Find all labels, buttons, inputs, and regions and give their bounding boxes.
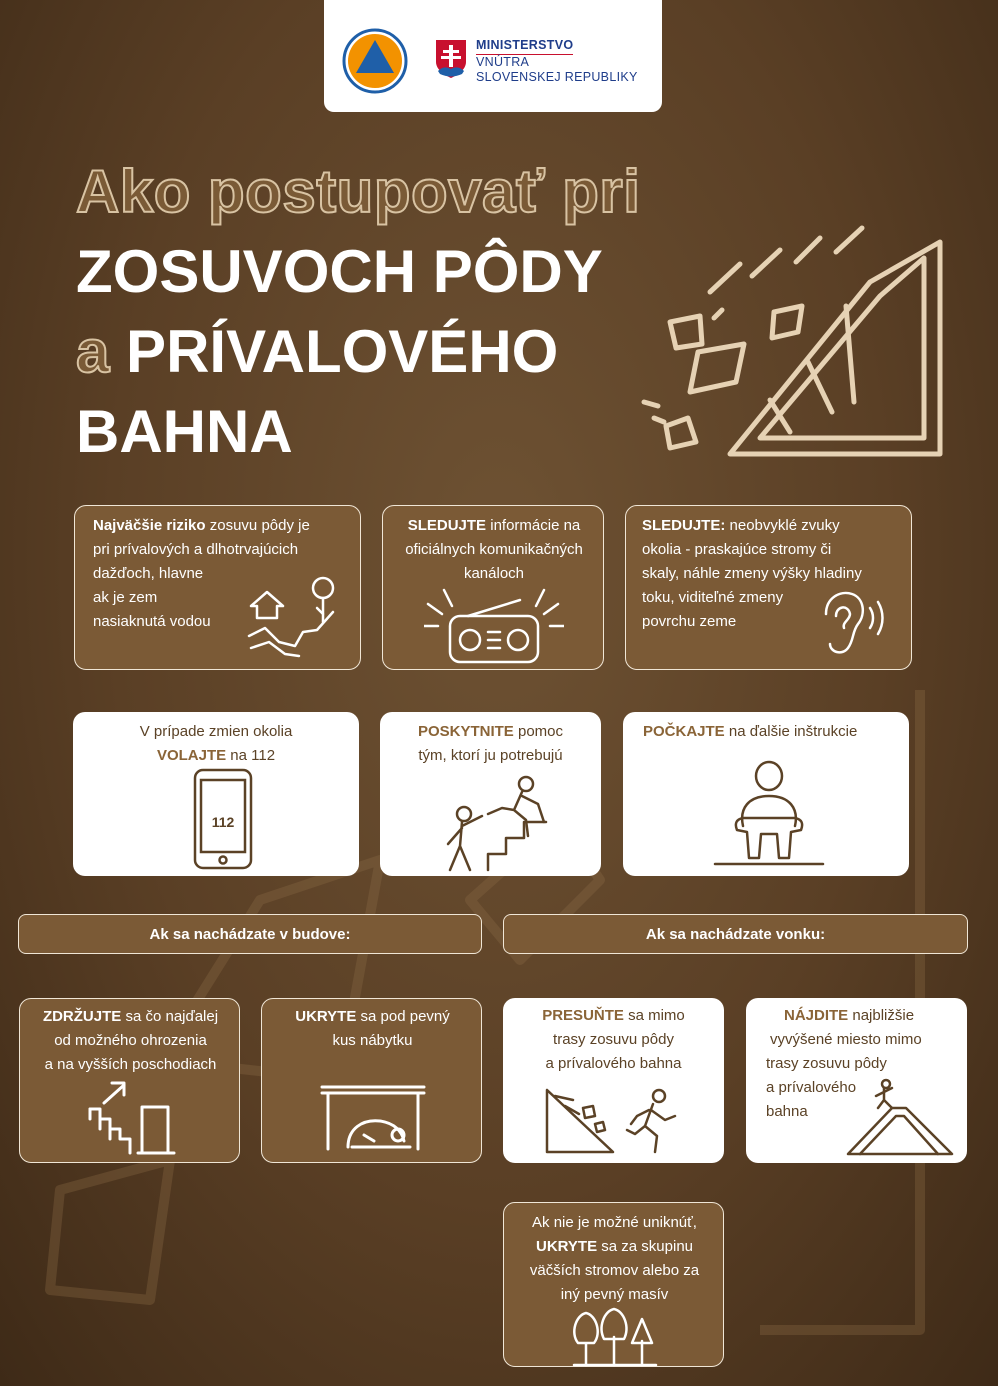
find-text-2: vyvýšené miesto mimo bbox=[770, 1031, 922, 1048]
call-text-1: V prípade zmien okolia bbox=[139, 723, 293, 740]
help-bold: POSKYTNITE bbox=[417, 723, 514, 740]
trees-card bbox=[503, 1202, 724, 1367]
shelter-text bbox=[262, 1005, 483, 1053]
call-card bbox=[73, 712, 359, 876]
stay-card bbox=[19, 998, 240, 1163]
move-card bbox=[503, 998, 724, 1163]
phone-number: 112 bbox=[211, 814, 235, 830]
radio-icon bbox=[424, 586, 564, 666]
risk-text-5: nasiaknutá vodou bbox=[93, 613, 211, 630]
shelter-text-2: kus nábytku bbox=[332, 1032, 413, 1049]
ministry-line-3: SLOVENSKEJ REPUBLIKY bbox=[476, 70, 638, 84]
follow-info-text-3: kanáloch bbox=[463, 565, 525, 582]
trees-bold: UKRYTE bbox=[535, 1238, 598, 1255]
follow-sounds-bold: SLEDUJTE: bbox=[642, 517, 726, 534]
move-text-3: a prívalového bahna bbox=[545, 1055, 682, 1072]
wait-text bbox=[643, 720, 905, 744]
help-card bbox=[380, 712, 601, 876]
ministry-line-2: VNÚTRA bbox=[476, 55, 530, 69]
table-shelter-icon bbox=[318, 1083, 428, 1153]
trees-text-3: väčších stromov alebo za bbox=[529, 1262, 700, 1279]
follow-info-bold: SLEDUJTE bbox=[407, 517, 487, 534]
civil-protection-logo bbox=[342, 28, 408, 94]
title-line-4: BAHNA bbox=[76, 398, 293, 465]
logo-header bbox=[324, 0, 662, 112]
call-text-2: na 112 bbox=[230, 747, 276, 764]
shelter-text-1: sa pod pevný bbox=[360, 1008, 450, 1025]
stay-text-1: sa čo najďalej bbox=[125, 1008, 219, 1025]
stay-text-3: a na vyšších poschodiach bbox=[44, 1056, 217, 1073]
find-text-4: a prívalového bbox=[766, 1079, 857, 1096]
stay-text bbox=[20, 1005, 241, 1077]
follow-sounds-text-5: povrchu zeme bbox=[642, 613, 737, 630]
title-line-1: Ako postupovať pri bbox=[76, 158, 641, 225]
trees-text-1: Ak nie je možné uniknúť, bbox=[532, 1214, 697, 1231]
sitting-person-icon bbox=[713, 760, 825, 866]
follow-sounds-card bbox=[625, 505, 912, 670]
stairs-exit-icon bbox=[86, 1079, 176, 1159]
ministry-name bbox=[476, 38, 638, 85]
call-text bbox=[73, 720, 359, 768]
title-line-2: ZOSUVOCH PÔDY bbox=[76, 238, 603, 305]
risk-text-1: zosuvu pôdy je bbox=[209, 517, 310, 534]
shelter-bold: UKRYTE bbox=[295, 1008, 357, 1025]
follow-info-text-1: informácie na bbox=[490, 517, 581, 534]
landslide-icon bbox=[640, 222, 952, 462]
trees-text-4: iný pevný masív bbox=[560, 1286, 669, 1303]
find-text-1: najbližšie bbox=[852, 1007, 915, 1024]
wait-text-1: na ďalšie inštrukcie bbox=[728, 723, 858, 740]
follow-sounds-text-4: toku, viditeľné zmeny bbox=[642, 589, 784, 606]
follow-info-card bbox=[382, 505, 604, 670]
page-title bbox=[76, 158, 640, 472]
risk-text-3: dažďoch, hlavne bbox=[93, 565, 204, 582]
move-text-2: trasy zosuvu pôdy bbox=[553, 1031, 674, 1048]
move-bold: PRESUŇTE bbox=[542, 1007, 624, 1024]
title-line-3-main: PRÍVALOVÉHO bbox=[126, 318, 559, 385]
trees-text-2: sa za skupinu bbox=[601, 1238, 694, 1255]
mountain-climber-icon bbox=[846, 1078, 956, 1158]
risk-text-2: pri prívalových a dlhotrvajúcich bbox=[93, 541, 299, 558]
find-card bbox=[746, 998, 967, 1163]
ear-icon bbox=[818, 588, 888, 658]
helping-hand-icon bbox=[442, 774, 552, 874]
find-text-5: bahna bbox=[766, 1103, 808, 1120]
move-text bbox=[503, 1004, 724, 1076]
help-text-1: pomoc bbox=[518, 723, 564, 740]
shelter-card bbox=[261, 998, 482, 1163]
trees-text bbox=[504, 1211, 725, 1307]
risk-bold: Najväčšie riziko bbox=[93, 517, 206, 534]
follow-sounds-text-1: neobvyklé zvuky bbox=[729, 517, 840, 534]
follow-info-text bbox=[383, 514, 605, 586]
help-text-2: tým, ktorí ju potrebujú bbox=[418, 747, 563, 764]
follow-info-text-2: oficiálnych komunikačných bbox=[405, 541, 583, 558]
risk-card bbox=[74, 505, 361, 670]
help-text bbox=[380, 720, 601, 768]
section-inside-header: Ak sa nachádzate v budove: bbox=[18, 914, 482, 954]
section-outside-header: Ak sa nachádzate vonku: bbox=[503, 914, 968, 954]
title-line-3 bbox=[76, 312, 640, 392]
ministry-line-1: MINISTERSTVO bbox=[476, 38, 573, 55]
slovak-crest-icon bbox=[434, 38, 468, 80]
trees-icon bbox=[570, 1307, 660, 1367]
move-text-1: sa mimo bbox=[628, 1007, 685, 1024]
follow-sounds-text-3: skaly, náhle zmeny výšky hladiny bbox=[642, 565, 862, 582]
wait-bold: POČKAJTE bbox=[643, 723, 725, 740]
call-bold: VOLAJTE bbox=[156, 747, 227, 764]
follow-sounds-text-2: okolia - praskajúce stromy či bbox=[642, 541, 832, 558]
house-landslide-icon bbox=[245, 572, 345, 662]
risk-text-4: ak je zem bbox=[93, 589, 158, 606]
stay-bold: ZDRŽUJTE bbox=[42, 1008, 122, 1025]
stay-text-2: od možného ohrozenia bbox=[54, 1032, 207, 1049]
running-person-icon bbox=[543, 1086, 683, 1156]
find-text-3: trasy zosuvu pôdy bbox=[766, 1055, 887, 1072]
find-bold: NÁJDITE bbox=[784, 1007, 849, 1024]
title-line-3-prefix: a bbox=[76, 318, 110, 385]
wait-card bbox=[623, 712, 909, 876]
